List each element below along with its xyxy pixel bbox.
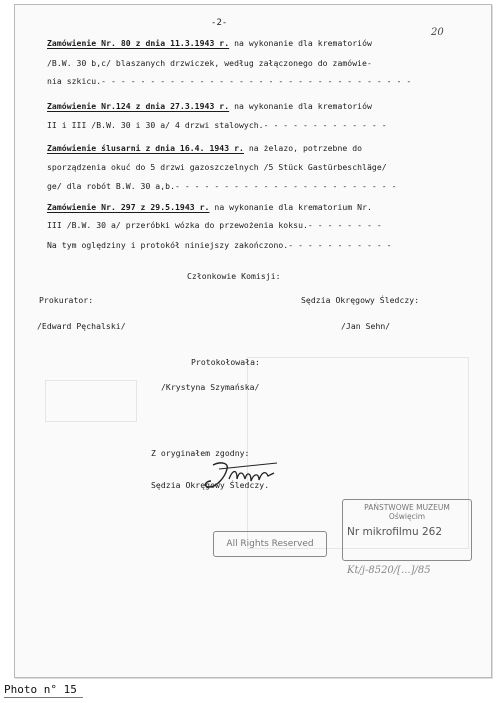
page-number: -2- <box>211 18 228 28</box>
museum-stamp <box>342 499 472 561</box>
order-297-line2: III /B.W. 30 a/ przeróbki wózka do przewożenia koksu.- - - - - - - - <box>47 220 382 230</box>
clerk-name: /Krystyna Szymańska/ <box>161 382 260 392</box>
protocol-label: Protokołowała: <box>191 357 260 367</box>
microfilm-number: Nr mikrofilmu 262 <box>347 526 443 538</box>
order-124-line2: II i III /B.W. 30 i 30 a/ 4 drzwi stalowych.- - - - - - - - - - - - - <box>47 120 387 130</box>
locksmith-order-ref: Zamówienie ślusarni z dnia 16.4. 1943 r. <box>47 143 244 153</box>
commission-members-label: Członkowie Komisji: <box>187 271 281 281</box>
museum-stamp-city: Oświęcim <box>388 512 426 521</box>
photo-caption: Photo n° 15 <box>4 683 83 698</box>
scan-ghost-box <box>45 380 137 422</box>
document-page <box>14 4 492 678</box>
order-124-heading <box>47 101 372 111</box>
prosecutor-title: Prokurator: <box>39 295 94 305</box>
locksmith-order-line3: ge/ dla robót B.W. 30 a,b.- - - - - - - - - - - - - - - - - - - - - - - <box>47 181 397 191</box>
closing-statement: Na tym oględziny i protokół niniejszy zakończono.- - - - - - - - - - - <box>47 240 392 250</box>
corner-mark: 20 <box>431 27 444 38</box>
judge-signature <box>199 457 289 497</box>
judge-sign-title: Sędzia Okręgowy Śledczy. <box>151 480 270 490</box>
order-80-line2: /B.W. 30 b,c/ blaszanych drzwiczek, według załączonego do zamówie- <box>47 58 372 68</box>
order-80-line3: nia szkicu.- - - - - - - - - - - - - - - - - - - - - - - - - - - - - - - - <box>47 76 412 86</box>
order-80-desc: na wykonanie dla krematoriów <box>234 38 372 48</box>
order-80-heading <box>47 38 372 48</box>
rights-stamp <box>213 531 327 557</box>
certified-copy-label: Z oryginałem zgodny: <box>151 448 250 458</box>
museum-stamp-name: PAŃSTWOWE MUZEUM <box>364 503 450 512</box>
locksmith-order-desc: na żelazo, potrzebne do <box>248 143 363 153</box>
judge-title: Sędzia Okręgowy Śledczy: <box>301 295 420 305</box>
order-124-ref: Zamówienie Nr.124 z dnia 27.3.1943 r. <box>47 101 230 111</box>
archive-reference: Kt/j-8520/[...]/85 <box>347 565 431 576</box>
judge-name: /Jan Sehn/ <box>341 321 391 331</box>
order-297-heading <box>47 202 372 212</box>
order-80-ref: Zamówienie Nr. 80 z dnia 11.3.1943 r. <box>47 38 230 48</box>
order-297-desc: na wykonanie dla krematorium Nr. <box>214 202 372 212</box>
rights-stamp-text: All Rights Reserved <box>226 539 314 549</box>
locksmith-order-heading <box>47 143 362 153</box>
order-124-desc: na wykonanie dla krematoriów <box>234 101 372 111</box>
prosecutor-name: /Edward Pęchalski/ <box>37 321 126 331</box>
order-297-ref: Zamówienie Nr. 297 z 29.5.1943 r. <box>47 202 210 212</box>
locksmith-order-line2: sporządzenia okuć do 5 drzwi gazoszczelnych /5 Stück Gastürbeschläge/ <box>47 162 387 172</box>
